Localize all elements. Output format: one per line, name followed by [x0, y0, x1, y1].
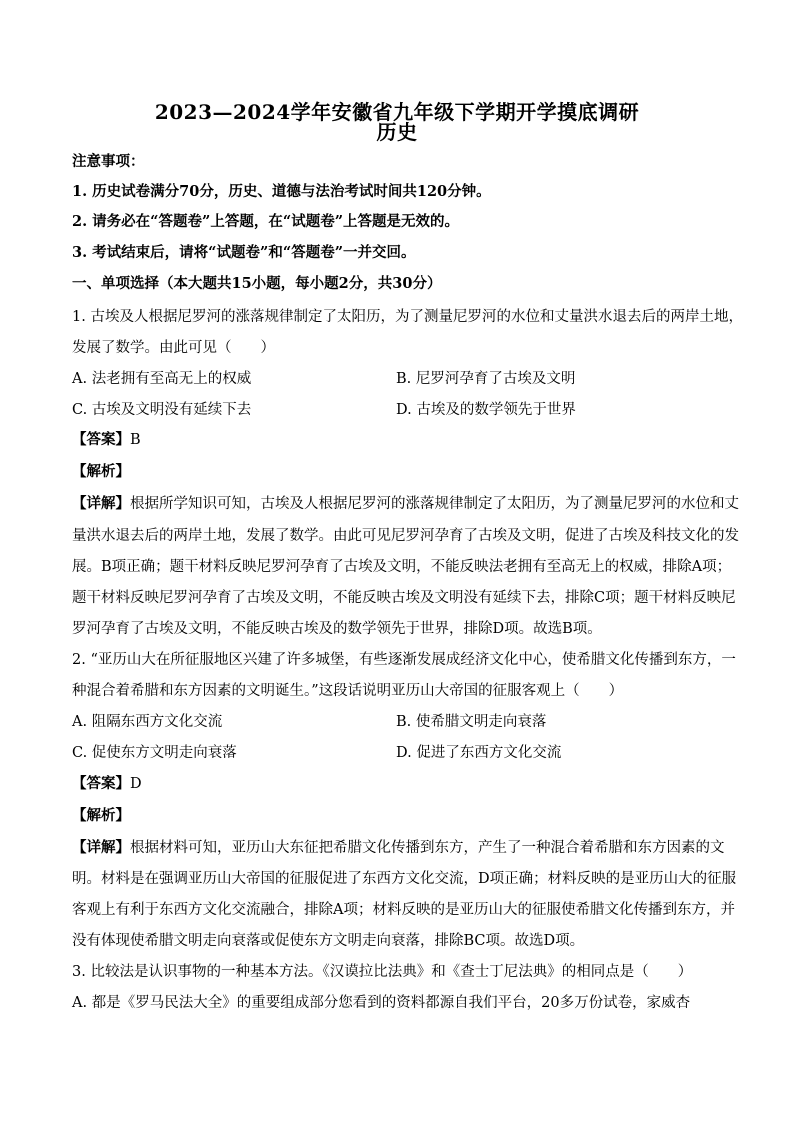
q2-detail-text-1: 根据材料可知，亚历山大东征把希腊文化传播到东方，产生了一种混合着希腊和东方因素的文: [130, 840, 725, 856]
q2-option-a: A. 阻隔东西方文化交流: [72, 714, 223, 730]
q3-stem-line-1: 3. 比较法是认识事物的一种基本方法。《汉谟拉比法典》和《查士丁尼法典》的相同点是（ ）: [72, 964, 693, 980]
q2-stem-line-1: 2. “亚历山大在所征服地区兴建了许多城堡，有些逐渐发展成经济文化中心，使希腊文化传播到东方，一: [72, 652, 736, 668]
exam-subject: 历史: [376, 120, 418, 144]
q1-detail-text-1: 根据所学知识可知，古埃及人根据尼罗河的涨落规律制定了太阳历，为了测量尼罗河的水位和丈: [130, 496, 739, 512]
q2-option-b: B. 使希腊文明走向衰落: [396, 714, 547, 730]
q1-answer: B: [130, 432, 141, 448]
q2-stem-line-2: 种混合着希腊和东方因素的文明诞生。”这段话说明亚历山大帝国的征服客观上（ ）: [72, 683, 624, 699]
q2-detail-line-3: 客观上有利于东西方文化交流融合，排除A项；材料反映的是亚历山大的征服使希腊文化传播到东方，并: [72, 902, 735, 918]
notice-item-2: 2. 请务必在“答题卷”上答题，在“试题卷”上答题是无效的。: [72, 213, 460, 230]
q1-option-d: D. 古埃及的数学领先于世界: [396, 402, 576, 418]
q2-analysis-tag: 【解析】: [72, 807, 130, 824]
q1-option-c: C. 古埃及文明没有延续下去: [72, 402, 252, 418]
q2-answer-tag: 【答案】: [72, 775, 130, 792]
q1-analysis-tag: 【解析】: [72, 463, 130, 480]
q1-detail-line-4: 题干材料反映尼罗河孕育了古埃及文明，不能反映古埃及文明没有延续下去，排除C项；题干材料反映尼: [72, 590, 736, 606]
q1-detail-line-1: [72, 494, 739, 514]
q1-detail-line-3: 展。B项正确；题干材料反映尼罗河孕育了古埃及文明，不能反映法老拥有至高无上的权威，排除A项；: [72, 559, 732, 575]
q2-detail-line-1: [72, 838, 725, 858]
notice-item-3: 3. 考试结束后，请将“试题卷”和“答题卷”一并交回。: [72, 244, 416, 261]
q3-option-a-partial: A. 都是《罗马民法大全》的重要组成部分您看到的资料都源自我们平台，20多万份试卷，家威杏: [72, 995, 691, 1011]
q1-detail-tag: 【详解】: [72, 495, 130, 512]
q1-answer-tag: 【答案】: [72, 431, 130, 448]
q2-option-c: C. 促使东方文明走向衰落: [72, 745, 237, 761]
notice-heading: 注意事项：: [72, 153, 145, 170]
q2-detail-line-4: 没有体现使希腊文明走向衰落或促使东方文明走向衰落，排除BC项。故选D项。: [72, 933, 585, 949]
q2-option-d: D. 促进了东西方文化交流: [396, 745, 562, 761]
q2-answer: D: [130, 776, 142, 792]
notice-item-1: 1. 历史试卷满分70分，历史、道德与法治考试时间共120分钟。: [72, 183, 491, 200]
q1-stem-line-2: 发展了数学。由此可见（ ）: [72, 340, 275, 356]
section-heading: 一、单项选择（本大题共15小题，每小题2分，共30分）: [72, 275, 442, 292]
q1-answer-line: [72, 430, 722, 450]
q1-stem-line-1: 1. 古埃及人根据尼罗河的涨落规律制定了太阳历，为了测量尼罗河的水位和丈量洪水退去后的两岸土地，: [72, 309, 743, 325]
q1-detail-line-5: 罗河孕育了古埃及文明，不能反映古埃及的数学领先于世界，排除D项。故选B项。: [72, 621, 602, 637]
q2-detail-line-2: 明。材料是在强调亚历山大帝国的征服促进了东西方文化交流，D项正确；材料反映的是亚历山大的征服: [72, 871, 737, 887]
q2-detail-tag: 【详解】: [72, 839, 130, 856]
q2-answer-line: [72, 774, 722, 794]
q1-option-a: A. 法老拥有至高无上的权威: [72, 371, 252, 387]
q1-detail-line-2: 量洪水退去后的两岸土地，发展了数学。由此可见尼罗河孕育了古埃及文明，促进了古埃及科技文化的发: [72, 528, 739, 544]
exam-title: 2023—2024学年安徽省九年级下学期开学摸底调研: [154, 100, 640, 124]
q1-option-b: B. 尼罗河孕育了古埃及文明: [396, 371, 576, 387]
